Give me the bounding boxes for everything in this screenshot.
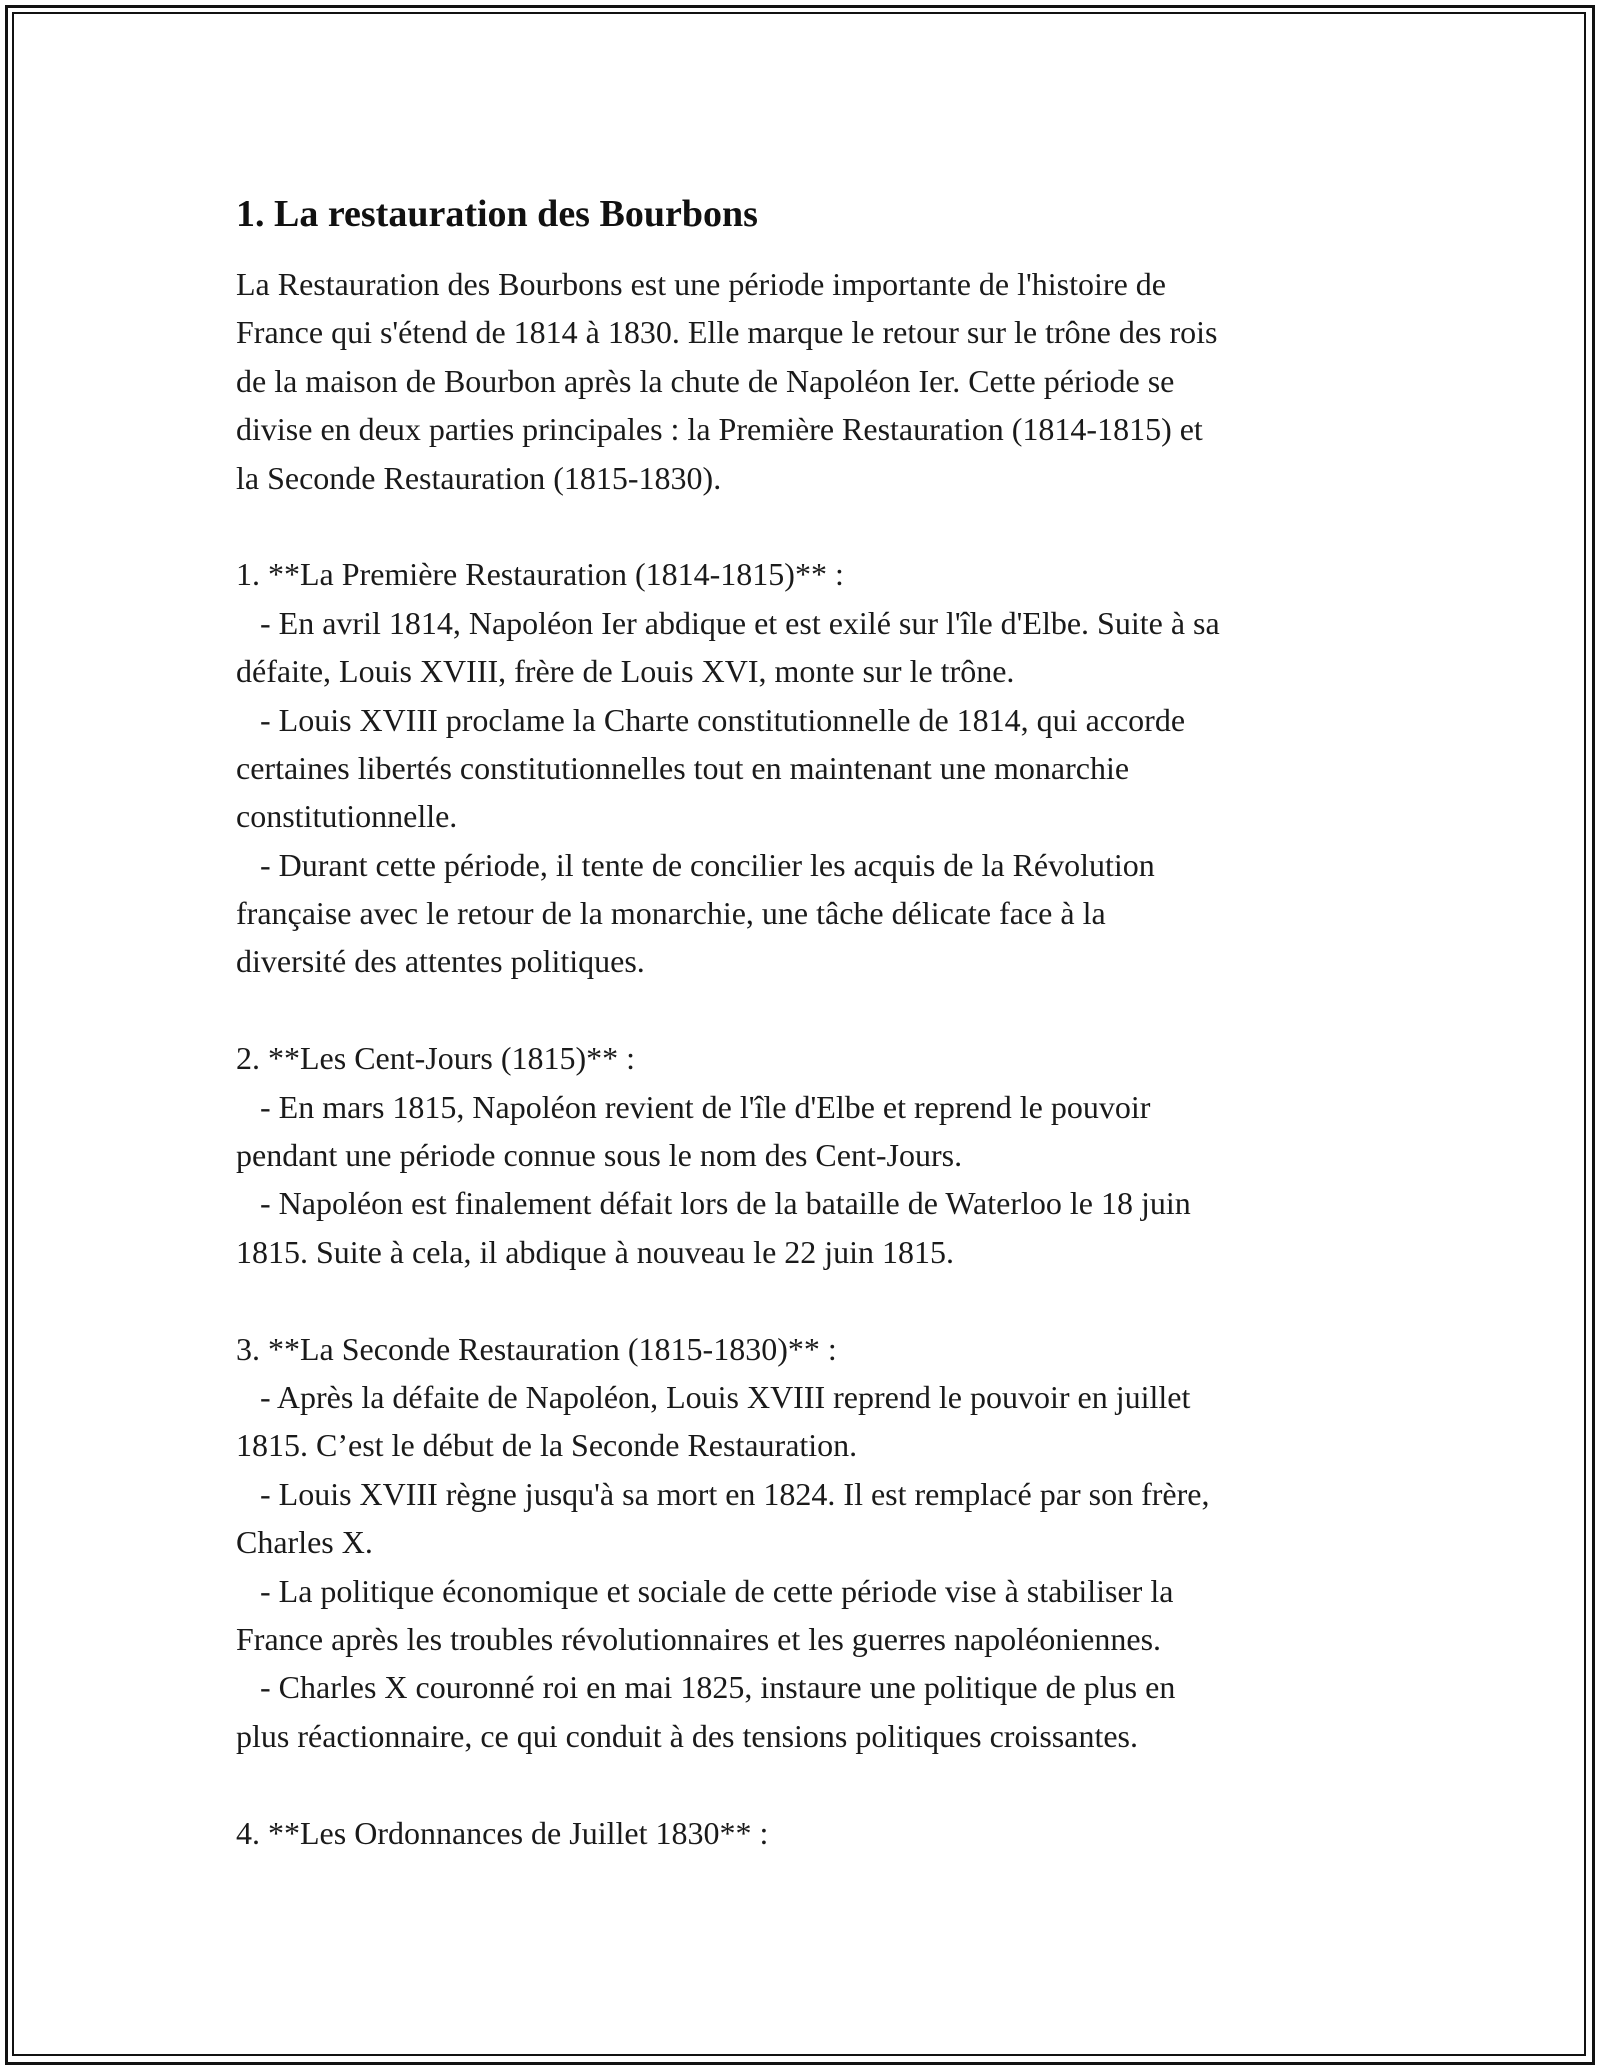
text-line: - Durant cette période, il tente de concilier les acquis de la Révolution: [236, 846, 1155, 883]
text-line: La Restauration des Bourbons est une période importante de l'histoire de: [236, 266, 1166, 302]
text-line: 1815. Suite à cela, il abdique à nouveau le 22 juin 1815.: [236, 1233, 955, 1270]
text-line: constitutionnelle.: [236, 798, 458, 835]
section-premiere-restauration: [236, 550, 1376, 986]
section-ordonnances: [236, 1809, 1376, 1857]
text-line: - En mars 1815, Napoléon revient de l'île d'Elbe et reprend le pouvoir: [236, 1088, 1151, 1125]
text-line: Charles X.: [236, 1524, 373, 1561]
blank-line: [236, 502, 1376, 550]
blank-line: [236, 1760, 1376, 1808]
text-line: - La politique économique et sociale de cette période vise à stabiliser la: [236, 1572, 1174, 1609]
blank-line: [236, 1276, 1376, 1324]
text-line: - Napoléon est finalement défait lors de la bataille de Waterloo le 18 juin: [236, 1185, 1191, 1222]
list-item-title: 1. **La Première Restauration (1814-1815)** :: [236, 556, 844, 593]
section-cent-jours: [236, 1034, 1376, 1276]
text-line: - Louis XVIII règne jusqu'à sa mort en 1824. Il est remplacé par son frère,: [236, 1475, 1210, 1512]
list-item-title: 2. **Les Cent-Jours (1815)** :: [236, 1040, 636, 1077]
text-line: française avec le retour de la monarchie, une tâche délicate face à la: [236, 895, 1106, 932]
text-line: France après les troubles révolutionnaires et les guerres napoléoniennes.: [236, 1620, 1162, 1657]
text-line: - En avril 1814, Napoléon Ier abdique et est exilé sur l'île d'Elbe. Suite à sa: [236, 604, 1220, 641]
intro-paragraph: [236, 260, 1376, 502]
text-line: pendant une période connue sous le nom des Cent-Jours.: [236, 1137, 963, 1174]
list-item-title: 3. **La Seconde Restauration (1815-1830)** :: [236, 1330, 837, 1367]
text-line: - Charles X couronné roi en mai 1825, instaure une politique de plus en: [236, 1669, 1176, 1706]
text-line: défaite, Louis XVIII, frère de Louis XVI, monte sur le trône.: [236, 653, 1015, 690]
document-body: [236, 186, 1376, 1857]
text-line: - Après la défaite de Napoléon, Louis XVIII reprend le pouvoir en juillet: [236, 1378, 1191, 1415]
list-item-title: 4. **Les Ordonnances de Juillet 1830** :: [236, 1814, 769, 1851]
text-line: certaines libertés constitutionnelles tout en maintenant une monarchie: [236, 749, 1130, 786]
section-seconde-restauration: [236, 1325, 1376, 1761]
text-line: la Seconde Restauration (1815-1830).: [236, 459, 722, 496]
text-line: 1815. C’est le début de la Seconde Restauration.: [236, 1427, 858, 1464]
text-line: France qui s'étend de 1814 à 1830. Elle marque le retour sur le trône des rois: [236, 314, 1218, 351]
section-heading: 1. La restauration des Bourbons: [236, 193, 758, 235]
blank-line: [236, 986, 1376, 1034]
text-line: de la maison de Bourbon après la chute de Napoléon Ier. Cette période se: [236, 362, 1175, 399]
text-line: diversité des attentes politiques.: [236, 943, 645, 980]
text-line: divise en deux parties principales : la Première Restauration (1814-1815) et: [236, 411, 1203, 448]
text-line: plus réactionnaire, ce qui conduit à des tensions politiques croissantes.: [236, 1717, 1138, 1754]
text-line: - Louis XVIII proclame la Charte constitutionnelle de 1814, qui accorde: [236, 701, 1186, 738]
